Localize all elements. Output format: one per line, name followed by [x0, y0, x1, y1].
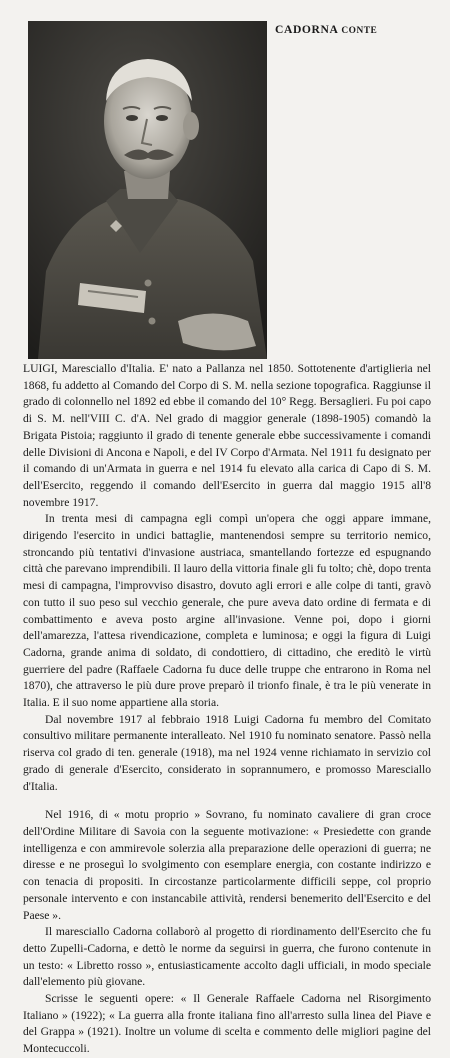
entry-title: CONTE: [341, 26, 378, 36]
portrait-photo: [28, 21, 267, 359]
paragraph-works: Scrisse le seguenti opere: « Il Generale Raffaele Cadorna nel Risorgimento Italiano » (1922); « La guerra alla fronte italiana fino all'arresto sulla linea del Piave e del Grappa » (1921). Inoltre un volume di scelta e commento delle migliori pagine del Montecuccoli.: [23, 992, 431, 1056]
intro-paragraph: LUIGI, Maresciallo d'Italia. E' nato a Pallanza nel 1850. Sottotenente d'artiglieria nel 1868, fu addetto al Comando del Corpo di S. M. nella sezione topografica. Raggiunse il grado di colonnello nel 1892 ed ebbe il comando del 10° Regg. Bersaglieri. Fu poi capo di S. M. nell'VIII C. d'A. Nel grado di maggior generale (1898-1905) comandò la Brigata Pistoia; raggiunto il grado di tenente generale ebbe successivamente i comandi delle Divisioni di Ancona e Napoli, e del IV Corpo d'Armata. Nel 1911 fu designato per il comando di un'Armata in guerra e nel 1914 fu elevato alla carica di Capo di S. M. dell'Esercito, reggendo il comando dell'Esercito in guerra dal maggio 1915 all'8 novembre 1917.: [23, 362, 431, 509]
paragraph-reform: Il maresciallo Cadorna collaborò al progetto di riordinamento dell'Esercito che fu detto Zupelli-Cadorna, e dettò le norme da seguirsi in guerra, che furono contenute in un testo: « Libretto rosso », entusiasticamente accolto dagli ufficiali, in modo speciale dall'elemento più giovane.: [23, 925, 431, 989]
paragraph-campaign: In trenta mesi di campagna egli compì un'opera che oggi appare immane, dirigendo l'esercito in undici battaglie, mantenendosi sempre su territorio nemico, stroncando più tentativi d'invasione austriaca, smantellando fortezze ed espugnando città che parevano imprendibili. Il lauro della vittoria finale gli fu tolto; chè, dopo trenta mesi di campagna, l'improvviso disastro, dovuto agli errori e alle colpe di tanti, gravò con tutto il suo peso sul vecchio generale, che pure aveva dato ordine di fermata e di combattimento e aveva posto argine all'invasione. Venne poi, dopo i giorni dell'amarezza, l'attesa rivendicazione, completa e luminosa; e oggi la figura di Luigi Cadorna, grande anima di soldato, di condottiero, di cittadino, che ereditò le virtù guerriere del padre (Raffaele Cadorna fu duce delle truppe che entrarono in Roma nel 1870), che attraverso le più dure prove preparò il trionfo finale, è tra le più venerate in Italia. E il suo nome appartiene alla storia.: [23, 512, 431, 710]
portrait-image: [28, 21, 267, 359]
intro-text-block: [275, 22, 435, 40]
paragraph-honors: Nel 1916, di « motu proprio » Sovrano, fu nominato cavaliere di gran croce dell'Ordine Militare di Savoia con la seguente motivazione: « Presiedette con grande intelligenza e con ammirevole solerzia alla preparazione delle operazioni di guerra; ne diresse e ne proseguì lo svolgimento con esemplare energia, con costante indirizzo e con tenacia di propositi. In circostanze particolarmente difficili seppe, col proprio personale intervento e con instancabile attività, rendersi benemerito dell'Esercito e del Paese ».: [23, 808, 431, 922]
entry-name: CADORNA: [275, 23, 339, 36]
paragraph-senate: Dal novembre 1917 al febbraio 1918 Luigi Cadorna fu membro del Comitato consultivo militare permanente interalleato. Nel 1910 fu nominato senatore. Passò nella riserva col grado di ten. generale (1918), ma nel 1924 venne richiamato in servizio col grado di generale d'Esercito, considerato in soprannumero, e promosso Maresciallo d'Italia.: [23, 712, 431, 793]
article-body: [23, 361, 431, 1058]
